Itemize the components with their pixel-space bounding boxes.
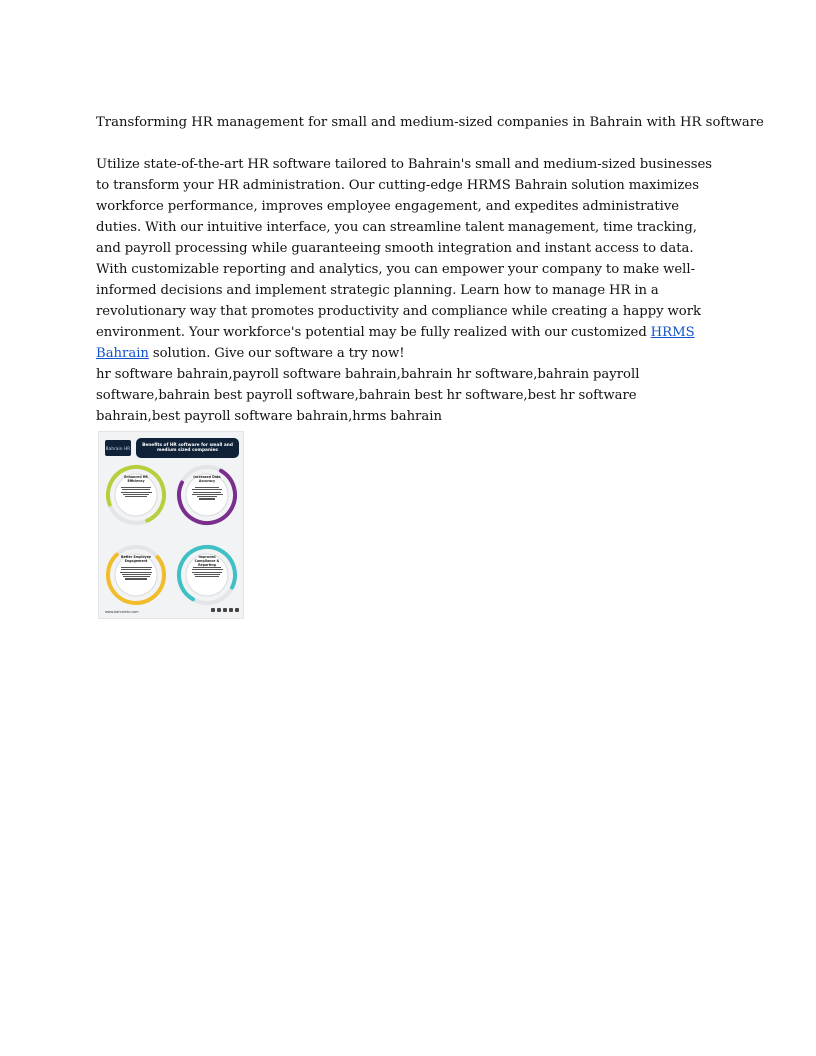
instagram-icon bbox=[217, 608, 221, 612]
keywords-line: hr software bahrain,payroll software bahrain,bahrain hr software,bahrain payroll software,bahrain best payroll software,bahrain best hr software,best hr software bahrain,best payroll software bahrain,hrms bahrain bbox=[96, 367, 640, 424]
hr-benefits-infographic bbox=[98, 431, 244, 619]
hrms-bahrain-link[interactable]: HRMS Bahrain bbox=[96, 325, 695, 361]
intro-paragraph bbox=[96, 154, 724, 364]
ring-body-text bbox=[120, 487, 152, 498]
benefit-ring-3 bbox=[104, 543, 168, 607]
linkedin-icon bbox=[229, 608, 233, 612]
ring-body-text bbox=[191, 487, 223, 501]
ring-heading: Increased Data Accuracy bbox=[193, 475, 221, 483]
infographic-logo: Bahrain HR bbox=[105, 440, 131, 456]
ring-body-text bbox=[120, 567, 152, 581]
paragraph-text-end: solution. Give our software a try now! bbox=[148, 346, 405, 361]
benefit-ring-2 bbox=[175, 463, 239, 527]
paragraph-text: Utilize state-of-the-art HR software tailored to Bahrain's small and medium-sized businesses to transform your HR administration. Our cutting-edge HRMS Bahrain solution maximizes workforce performance, improves employee engagement, and expedites administrative duties. With our intuitive interface, you can streamline talent management, time tracking, and payroll processing while guaranteeing smooth integration and instant access to data. With customizable reporting and analytics, you can empower your company to make well-informed decisions and implement strategic planning. Learn how to manage HR in a revolutionary way that promotes productivity and compliance while creating a happy work environment. Your workforce's potential may be fully realized with our customized bbox=[96, 157, 713, 340]
ring-heading: Enhanced HR Efficiency bbox=[124, 475, 148, 483]
ring-body-text bbox=[191, 567, 223, 578]
ring-heading: Improved Compliance & Reporting bbox=[194, 555, 220, 567]
document-body bbox=[96, 112, 764, 427]
social-icons bbox=[211, 608, 239, 612]
facebook-icon bbox=[211, 608, 215, 612]
benefit-ring-1 bbox=[104, 463, 168, 527]
document-title: Transforming HR management for small and medium-sized companies in Bahrain with HR software bbox=[96, 115, 764, 130]
benefit-ring-4 bbox=[175, 543, 239, 607]
twitter-icon bbox=[223, 608, 227, 612]
infographic-website: www.bahrainhr.com bbox=[105, 610, 139, 614]
youtube-icon bbox=[235, 608, 239, 612]
infographic-banner: Benefits of HR software for small and medium sized companies bbox=[136, 438, 239, 458]
ring-heading: Better Employee Engagement bbox=[121, 555, 151, 563]
